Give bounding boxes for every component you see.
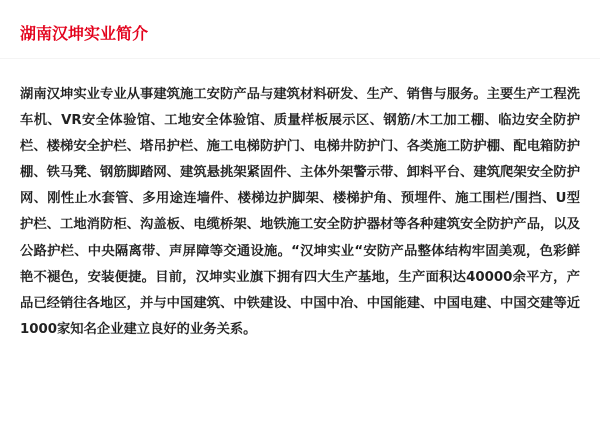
intro-paragraph: 湖南汉坤实业专业从事建筑施工安防产品与建筑材料研发、生产、销售与服务。主要生产工程洗车机、VR安全体验馆、工地安全体验馆、质量样板展示区、钢筋/木工加工棚、临边安全防护栏、楼梯安全护栏、塔吊护栏、施工电梯防护门、电梯井防护门、各类施工防护棚、配电箱防护棚、铁马凳、钢筋脚踏网、建筑悬挑架紧固件、主体外架警示带、卸料平台、建筑爬架安全防护网、刚性止水套管、多用途连墙件、楼梯边护脚架、楼梯护角、预埋件、施工围栏/围挡、U型护栏、工地消防柜、沟盖板、电缆桥架、地铁施工安全防护器材等各种建筑安全防护产品，以及公路护栏、中央隔离带、声屏障等交通设施。“汉坤实业“安防产品整体结构牢固美观，色彩鲜艳不褪色，安装便捷。目前，汉坤实业旗下拥有四大生产基地，生产面积达40000余平方，产品已经销往各地区，并与中国建筑、中铁建设、中国中冶、中国能建、中国电建、中国交建等近1000家知名企业建立良好的业务关系。 (20, 87, 580, 337)
page-title: 湖南汉坤实业简介 (20, 24, 149, 43)
title-divider (0, 58, 600, 59)
